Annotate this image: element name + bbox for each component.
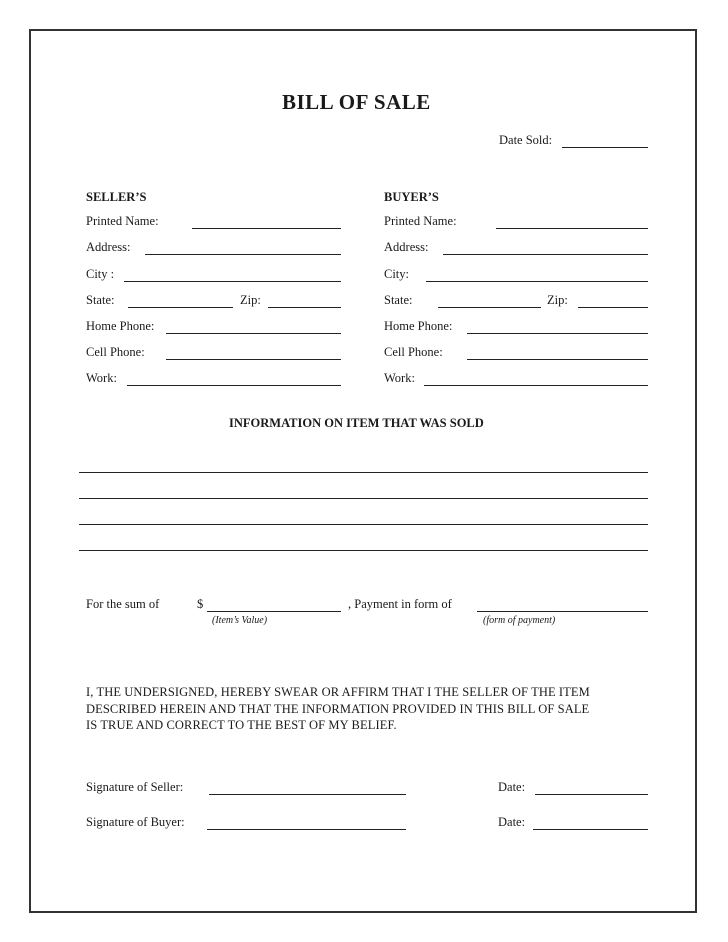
declaration-line: DESCRIBED HEREIN AND THAT THE INFORMATION PROVIDED IN THIS BILL OF SALE: [86, 701, 590, 716]
buyer-date-field[interactable]: [533, 829, 648, 830]
seller-cell-phone-label: Cell Phone:: [86, 345, 145, 359]
seller-work-label: Work:: [86, 371, 117, 385]
buyer-zip-field[interactable]: [578, 307, 648, 308]
buyer-zip-label: Zip:: [547, 293, 568, 307]
buyer-date-label: Date:: [498, 815, 526, 829]
declaration-text: [86, 684, 590, 734]
item-info-line[interactable]: [79, 498, 648, 499]
seller-signature-field[interactable]: [209, 794, 406, 795]
buyer-address-field[interactable]: [443, 254, 648, 255]
seller-work-field[interactable]: [127, 385, 341, 386]
payment-form-field[interactable]: [477, 611, 648, 612]
buyer-home-phone-field[interactable]: [467, 333, 648, 334]
buyer-cell-phone-field[interactable]: [467, 359, 648, 360]
buyer-signature-label: Signature of Buyer:: [86, 815, 185, 829]
buyer-address-label: Address:: [384, 240, 429, 254]
date-sold-field[interactable]: [562, 147, 648, 148]
payment-form-label: , Payment in form of: [348, 597, 452, 611]
buyer-heading: BUYER’S: [384, 190, 439, 204]
seller-state-field[interactable]: [128, 307, 233, 308]
item-value-caption: (Item’s Value): [212, 615, 268, 626]
buyer-cell-phone-label: Cell Phone:: [384, 345, 443, 359]
seller-city-label: City :: [86, 267, 115, 281]
seller-date-field[interactable]: [535, 794, 648, 795]
seller-address-label: Address:: [86, 240, 131, 254]
payment-form-caption: (form of payment): [483, 615, 556, 626]
seller-home-phone-label: Home Phone:: [86, 319, 155, 333]
seller-date-label: Date:: [498, 780, 526, 794]
seller-city-field[interactable]: [124, 281, 341, 282]
seller-address-field[interactable]: [145, 254, 341, 255]
buyer-printed-name-field[interactable]: [496, 228, 648, 229]
declaration-line: I, THE UNDERSIGNED, HEREBY SWEAR OR AFFIRM THAT I THE SELLER OF THE ITEM: [86, 685, 590, 699]
seller-heading: SELLER’S: [86, 190, 147, 204]
item-info-line[interactable]: [79, 472, 648, 473]
buyer-work-field[interactable]: [424, 385, 648, 386]
date-sold-label: Date Sold:: [499, 133, 553, 147]
declaration-line: IS TRUE AND CORRECT TO THE BEST OF MY BELIEF.: [86, 718, 397, 732]
currency-symbol: $: [197, 597, 204, 611]
item-value-field[interactable]: [207, 611, 341, 612]
item-info-heading: INFORMATION ON ITEM THAT WAS SOLD: [229, 416, 484, 430]
buyer-city-label: City:: [384, 267, 410, 281]
seller-printed-name-field[interactable]: [192, 228, 341, 229]
seller-printed-name-label: Printed Name:: [86, 214, 159, 228]
buyer-state-label: State:: [384, 293, 413, 307]
item-info-line[interactable]: [79, 550, 648, 551]
buyer-printed-name-label: Printed Name:: [384, 214, 457, 228]
buyer-home-phone-label: Home Phone:: [384, 319, 453, 333]
sum-label: For the sum of: [86, 597, 160, 611]
seller-signature-label: Signature of Seller:: [86, 780, 184, 794]
seller-cell-phone-field[interactable]: [166, 359, 341, 360]
form-title: BILL OF SALE: [282, 90, 431, 114]
seller-zip-label: Zip:: [240, 293, 261, 307]
item-info-line[interactable]: [79, 524, 648, 525]
seller-zip-field[interactable]: [268, 307, 341, 308]
buyer-state-field[interactable]: [438, 307, 541, 308]
seller-home-phone-field[interactable]: [166, 333, 341, 334]
buyer-city-field[interactable]: [426, 281, 648, 282]
buyer-work-label: Work:: [384, 371, 415, 385]
seller-state-label: State:: [86, 293, 115, 307]
buyer-signature-field[interactable]: [207, 829, 406, 830]
